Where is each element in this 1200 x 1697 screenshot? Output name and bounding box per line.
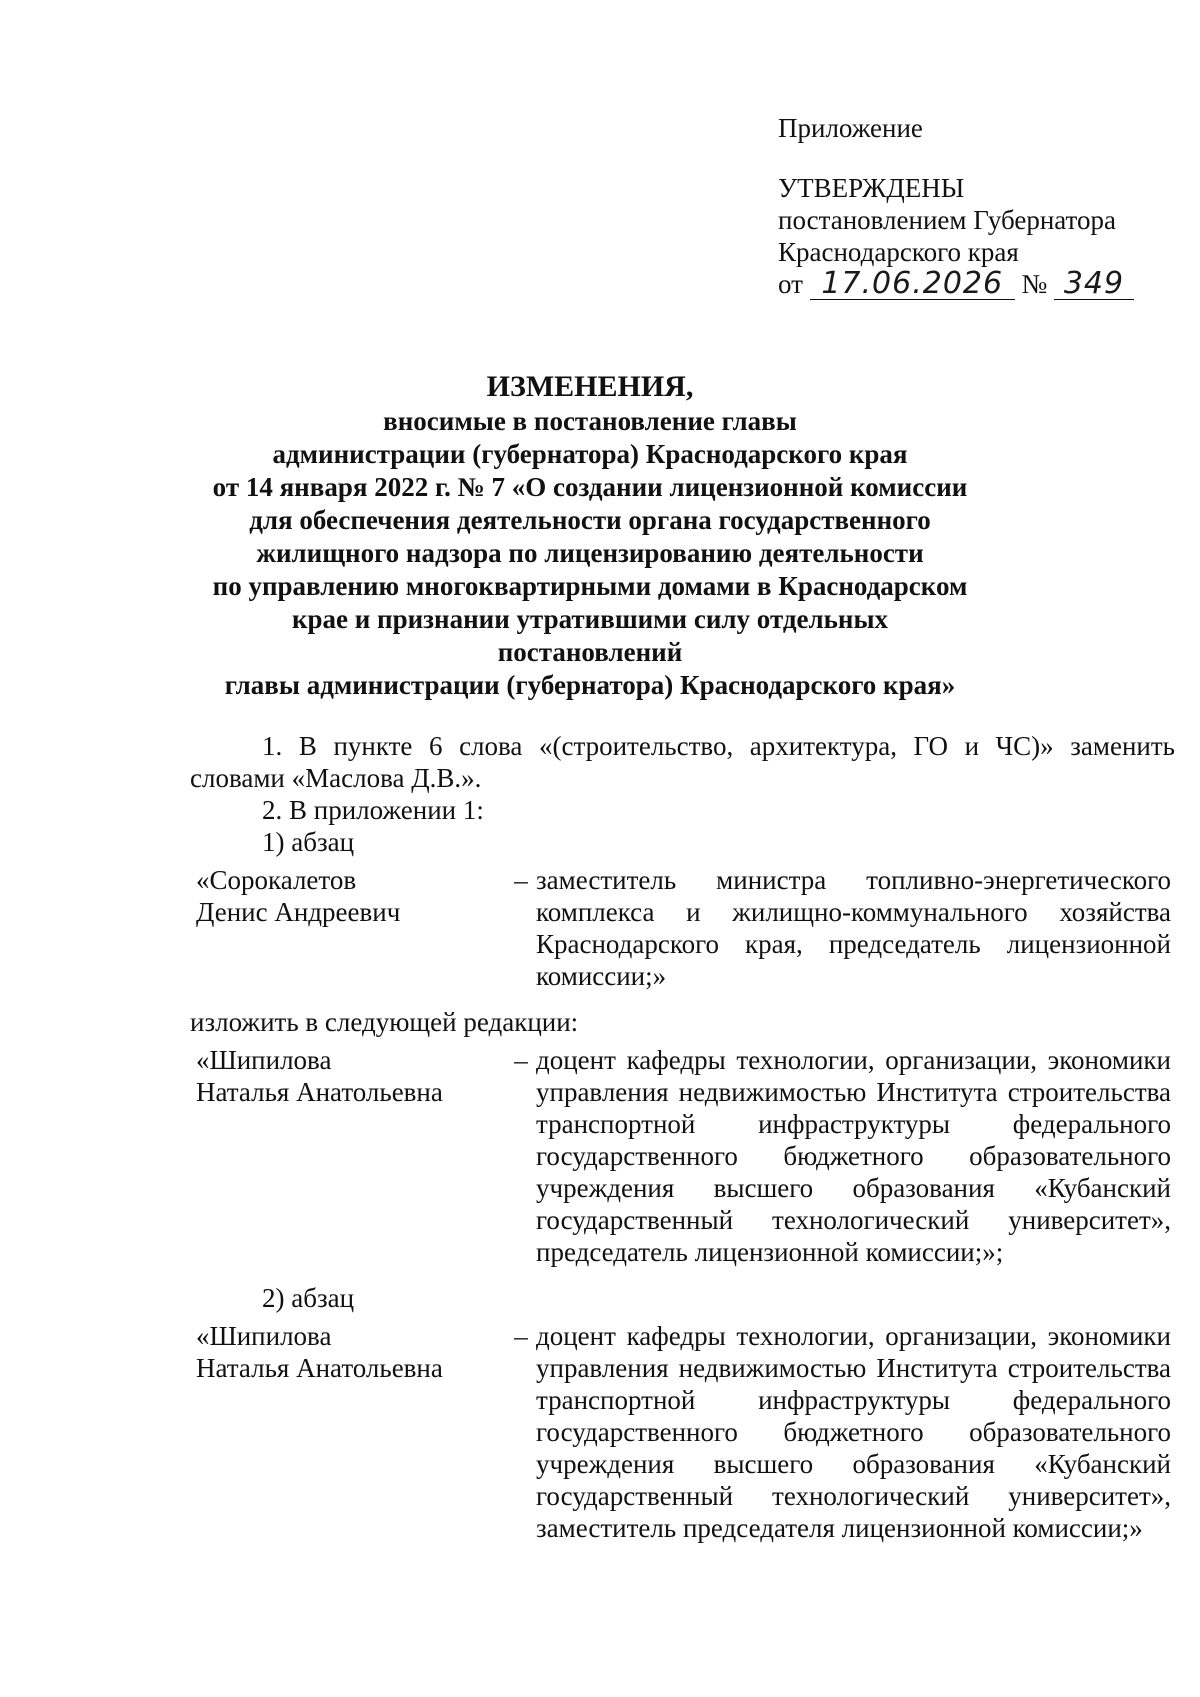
member-description: доцент кафедры технологии, организации, экономики управления недвижимостью Института строительства транспортной инфраструктуры федерального государственного бюджетного образовательного учреждения высшего образования «Кубанский государственный технологический университет», председатель лицензионной комиссии;»; — [536, 1045, 1171, 1267]
member-name — [190, 864, 506, 992]
appendix-label: Приложение — [778, 113, 923, 143]
approval-block — [778, 112, 1178, 300]
heading-line: по управлению многоквартирными домами в Краснодарском — [212, 571, 968, 601]
member-given-names: Денис Андреевич — [196, 897, 401, 927]
member-surname: «Шипилова — [196, 1321, 332, 1351]
heading-line: для обеспечения деятельности органа государственного — [249, 505, 931, 535]
heading-line: жилищного надзора по лицензированию деятельности — [256, 538, 924, 568]
member-name — [190, 1320, 506, 1544]
item-2-label: 2) абзац — [262, 1283, 355, 1313]
date-prefix: от — [778, 269, 803, 299]
paragraph-1: 1. В пункте 6 слова «(строительство, архитектура, ГО и ЧС)» заменить словами «Маслова Д.В.». — [190, 731, 1175, 793]
number-prefix: № — [1021, 269, 1048, 299]
heading-line: главы администрации (губернатора) Краснодарского края» — [224, 670, 956, 700]
member-description: доцент кафедры технологии, организации, экономики управления недвижимостью Института строительства транспортной инфраструктуры федерального государственного бюджетного образовательного учреждения высшего образования «Кубанский государственный технологический университет», заместитель председателя лицензионной комиссии;» — [536, 1321, 1171, 1543]
document-heading — [200, 370, 980, 702]
entry-dash: – — [514, 865, 528, 895]
heading-line: крае и признании утратившими силу отдельных постановлений — [291, 604, 889, 667]
member-surname: «Шипилова — [196, 1045, 332, 1075]
document-body — [190, 730, 1175, 1550]
heading-line: вносимые в постановление главы — [383, 406, 797, 436]
member-name — [190, 1044, 506, 1268]
member-entry-deputy — [190, 1320, 1175, 1544]
member-entry-old — [190, 864, 1175, 992]
heading-line: администрации (губернатора) Краснодарского края — [272, 439, 908, 469]
approval-line-2: Краснодарского края — [778, 237, 1019, 267]
member-entry-new — [190, 1044, 1175, 1268]
member-surname: «Сорокалетов — [196, 865, 357, 895]
paragraph-2: 2. В приложении 1: — [262, 795, 484, 825]
entry-dash: – — [514, 1321, 528, 1351]
item-1-label: 1) абзац — [262, 827, 355, 857]
member-given-names: Наталья Анатольевна — [196, 1077, 443, 1107]
member-description: заместитель министра топливно-энергетического комплекса и жилищно-коммунального хозяйства Краснодарского края, председатель лицензионной комиссии;» — [536, 865, 1171, 991]
entry-dash: – — [514, 1045, 528, 1075]
approved-label: УТВЕРЖДЕНЫ — [778, 173, 965, 203]
heading-title: ИЗМЕНЕНИЯ, — [486, 370, 694, 403]
member-given-names: Наталья Анатольевна — [196, 1353, 443, 1383]
replace-label: изложить в следующей редакции: — [190, 1007, 579, 1037]
approval-line-1: постановлением Губернатора — [778, 205, 1116, 235]
handwritten-number: 349 — [1054, 269, 1134, 300]
handwritten-date: 17.06.2026 — [810, 269, 1015, 300]
heading-line: от 14 января 2022 г. № 7 «О создании лицензионной комиссии — [212, 472, 968, 502]
approval-date-line — [778, 268, 1178, 300]
